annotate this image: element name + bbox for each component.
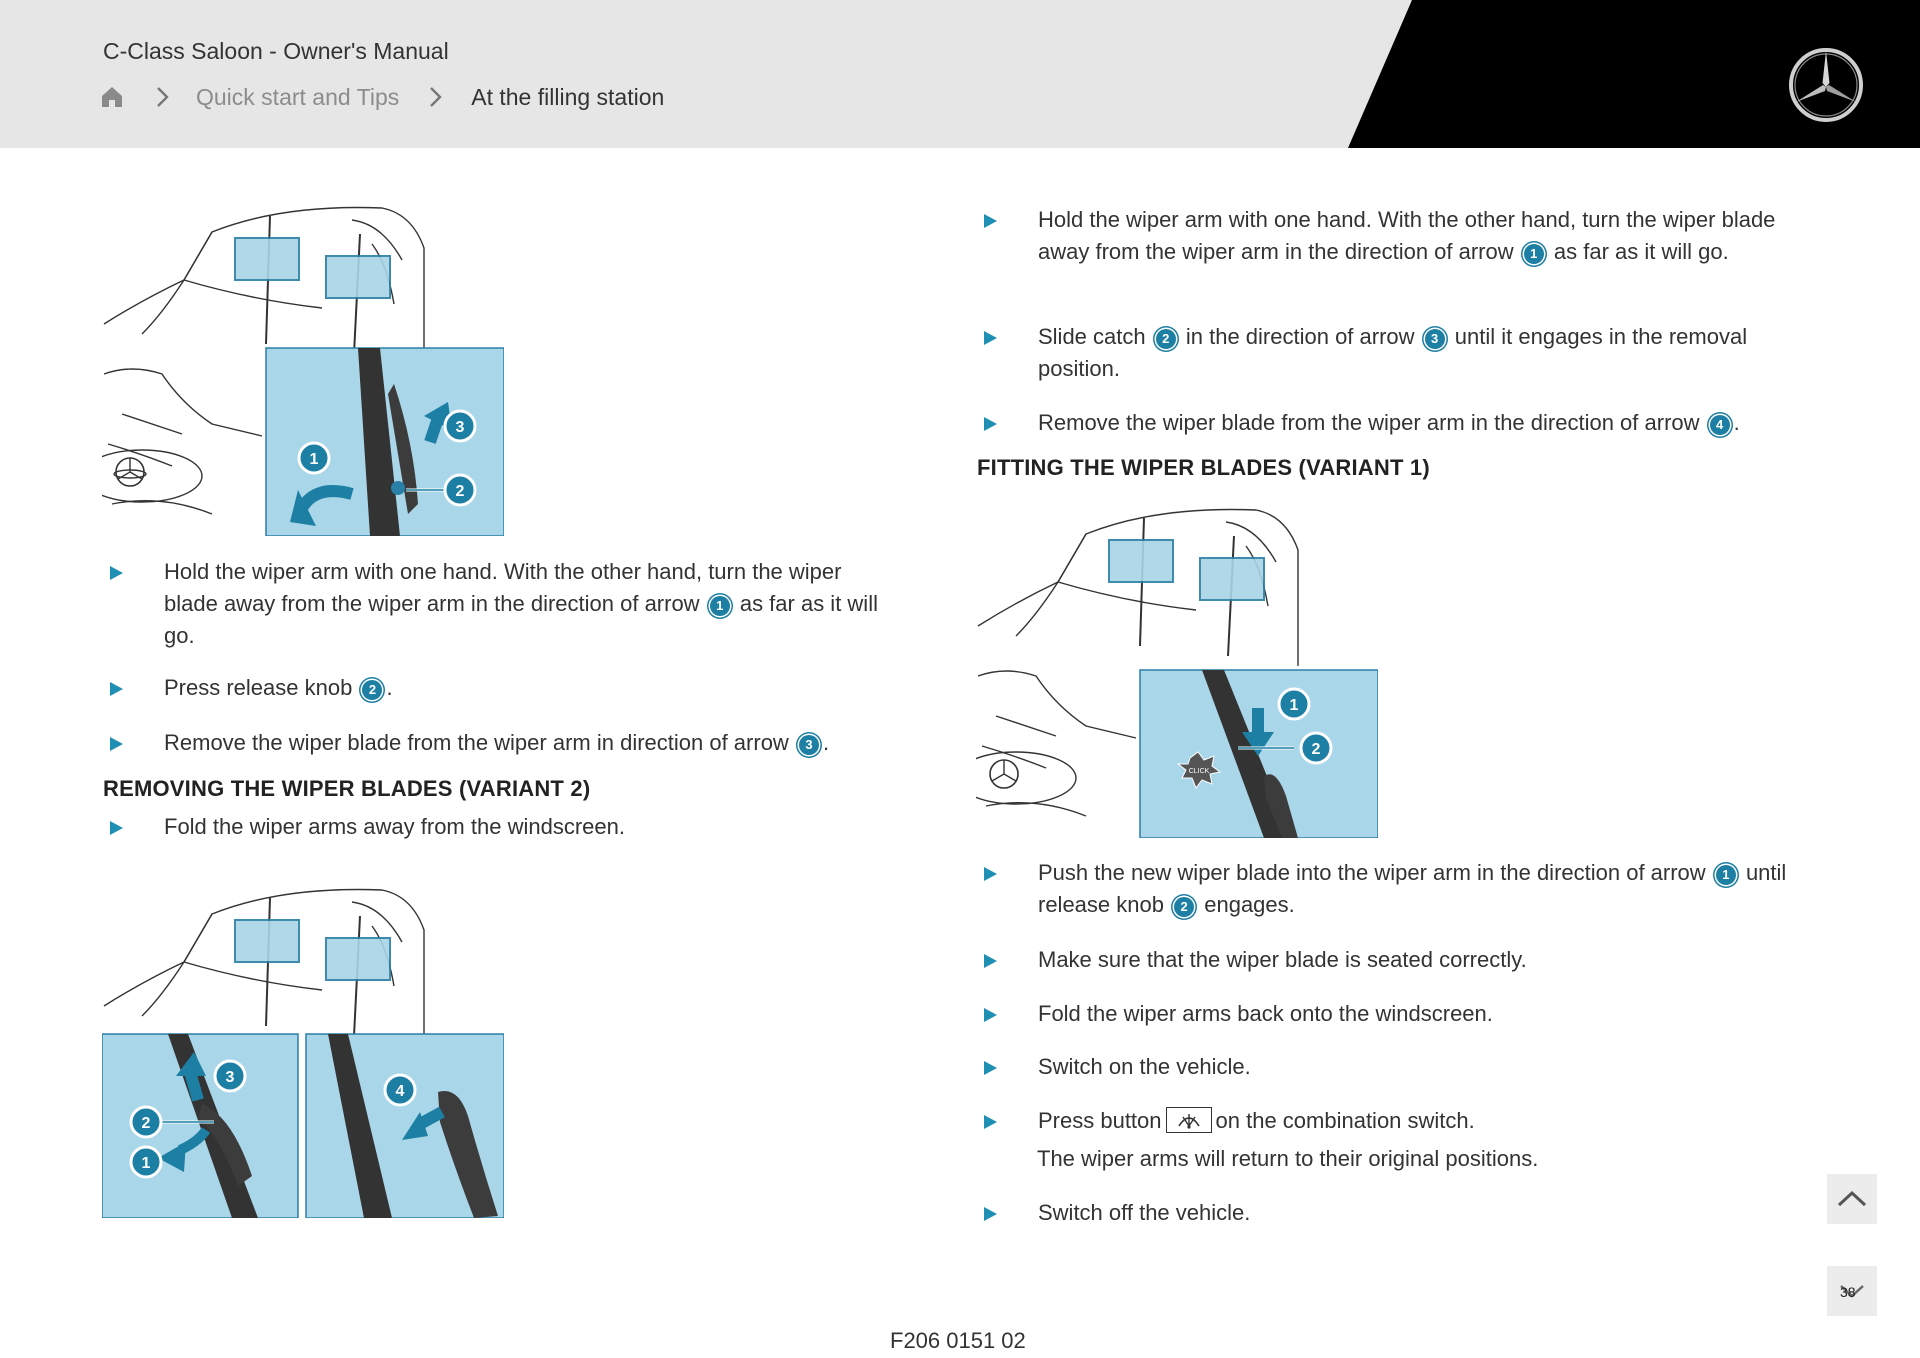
svg-text:2: 2 <box>141 1115 151 1132</box>
step-text-part: on the combination switch. <box>1215 1108 1475 1133</box>
step-text <box>164 727 829 759</box>
svg-text:1: 1 <box>309 451 319 468</box>
step-text-part: Remove the wiper blade from the wiper arm in direction of arrow <box>164 730 789 755</box>
bullet-icon <box>110 737 123 751</box>
step-text-part: engages. <box>1204 892 1295 917</box>
figure-wiper-removal-variant2 <box>102 886 504 1218</box>
bullet-icon <box>984 1115 997 1129</box>
step-text <box>164 672 393 704</box>
step-text-part: Press release knob <box>164 675 353 700</box>
heading-fitting-variant1: FITTING THE WIPER BLADES (VARIANT 1) <box>977 455 1430 480</box>
step-text: Switch on the vehicle. <box>1038 1054 1251 1079</box>
chevron-up-icon <box>1827 1174 1877 1224</box>
right-step-1 <box>984 204 1794 268</box>
step-text-part: as far as it will go. <box>1553 239 1729 264</box>
right-step-check <box>984 944 1794 976</box>
scroll-up-button[interactable] <box>1827 1174 1877 1224</box>
step-text-part: Hold the wiper arm with one hand. With the other hand, turn the wiper blade away from the wiper arm in the direction of arrow <box>164 559 842 616</box>
right-step-push <box>984 857 1824 921</box>
step-text: Switch off the vehicle. <box>1038 1200 1251 1225</box>
right-step-3 <box>984 407 1824 439</box>
step-result-text: The wiper arms will return to their original positions. <box>1037 1146 1539 1171</box>
page-number: 38 <box>1840 1284 1856 1300</box>
callout-number: 2 <box>1174 897 1194 917</box>
step-text <box>1038 204 1794 268</box>
step-text-part: . <box>822 730 830 755</box>
svg-text:1: 1 <box>141 1155 151 1172</box>
step-text-part: Press button <box>1038 1108 1162 1133</box>
step-text <box>1038 407 1740 439</box>
svg-text:3: 3 <box>455 419 465 436</box>
bullet-icon <box>110 821 123 835</box>
svg-text:2: 2 <box>1311 741 1321 758</box>
svg-text:3: 3 <box>225 1069 235 1086</box>
bullet-icon <box>984 1061 997 1075</box>
document-title: C-Class Saloon - Owner's Manual <box>103 38 449 64</box>
click-label: CLICK <box>1188 768 1210 775</box>
step-text-part: as far as it will go. <box>164 591 878 648</box>
callout-number: 1 <box>710 596 730 616</box>
left-step-fold <box>110 811 890 843</box>
right-step-2 <box>984 321 1794 385</box>
callout-number: 3 <box>799 735 819 755</box>
step-text <box>1038 1105 1475 1137</box>
callout-number: 1 <box>1716 865 1736 885</box>
bullet-icon <box>984 867 997 881</box>
wiper-button-icon <box>1166 1107 1212 1133</box>
left-step-3 <box>110 727 890 759</box>
left-step-1 <box>110 556 890 652</box>
step-text-part: in the direction of arrow <box>1185 324 1415 349</box>
three-pointed-star-logo[interactable] <box>1787 46 1865 124</box>
home-icon[interactable] <box>100 85 124 109</box>
step-text-part: Slide catch <box>1038 324 1146 349</box>
bullet-icon <box>110 682 123 696</box>
callout-number: 4 <box>1710 415 1730 435</box>
bullet-icon <box>110 566 123 580</box>
svg-text:2: 2 <box>455 483 465 500</box>
chevron-right-icon <box>154 85 172 109</box>
right-step-switch-on <box>984 1051 1794 1083</box>
step-text-part: Hold the wiper arm with one hand. With the other hand, turn the wiper blade away from the wiper arm in the direction of arrow <box>1038 207 1776 264</box>
step-text-part: until it engages in the removal position. <box>1038 324 1748 381</box>
bullet-icon <box>984 954 997 968</box>
bullet-icon <box>984 331 997 345</box>
svg-text:1: 1 <box>1289 697 1299 714</box>
breadcrumb-current: At the filling station <box>471 83 665 110</box>
step-text-part: . <box>1733 410 1740 435</box>
right-step-press-button <box>984 1105 1794 1137</box>
step-text-part: . <box>386 675 393 700</box>
chevron-right-icon <box>427 85 445 109</box>
figure-code: F206 0151 02 <box>890 1328 1026 1353</box>
right-step-fold-back <box>984 998 1794 1030</box>
step-text-part: Remove the wiper blade from the wiper arm in the direction of arrow <box>1038 410 1700 435</box>
callout-number: 1 <box>1524 244 1544 264</box>
callout-number: 3 <box>1425 329 1445 349</box>
breadcrumb <box>100 80 664 114</box>
step-text: Fold the wiper arms back onto the windscreen. <box>1038 1001 1493 1026</box>
step-text: Make sure that the wiper blade is seated correctly. <box>1038 947 1527 972</box>
bullet-icon <box>984 1207 997 1221</box>
figure-wiper-fitting-variant1 <box>976 506 1378 838</box>
step-text <box>1038 321 1794 385</box>
step-text-part: Push the new wiper blade into the wiper arm in the direction of arrow <box>1038 860 1706 885</box>
step-text-part: until release knob <box>1038 860 1787 917</box>
bullet-icon <box>984 417 997 431</box>
svg-text:4: 4 <box>395 1083 405 1100</box>
step-text <box>164 556 890 652</box>
step-text: Fold the wiper arms away from the windscreen. <box>164 814 625 839</box>
callout-number: 2 <box>1156 329 1176 349</box>
step-text <box>1038 857 1824 921</box>
right-step-switch-off <box>984 1197 1794 1229</box>
figure-wiper-removal-variant1 <box>102 204 504 536</box>
callout-number: 2 <box>362 680 382 700</box>
left-step-2 <box>110 672 890 704</box>
breadcrumb-section-link[interactable]: Quick start and Tips <box>196 83 400 110</box>
bullet-icon <box>984 1008 997 1022</box>
bullet-icon <box>984 214 997 228</box>
heading-removing-variant2: REMOVING THE WIPER BLADES (VARIANT 2) <box>103 776 591 801</box>
brand-black-panel <box>0 0 1920 148</box>
